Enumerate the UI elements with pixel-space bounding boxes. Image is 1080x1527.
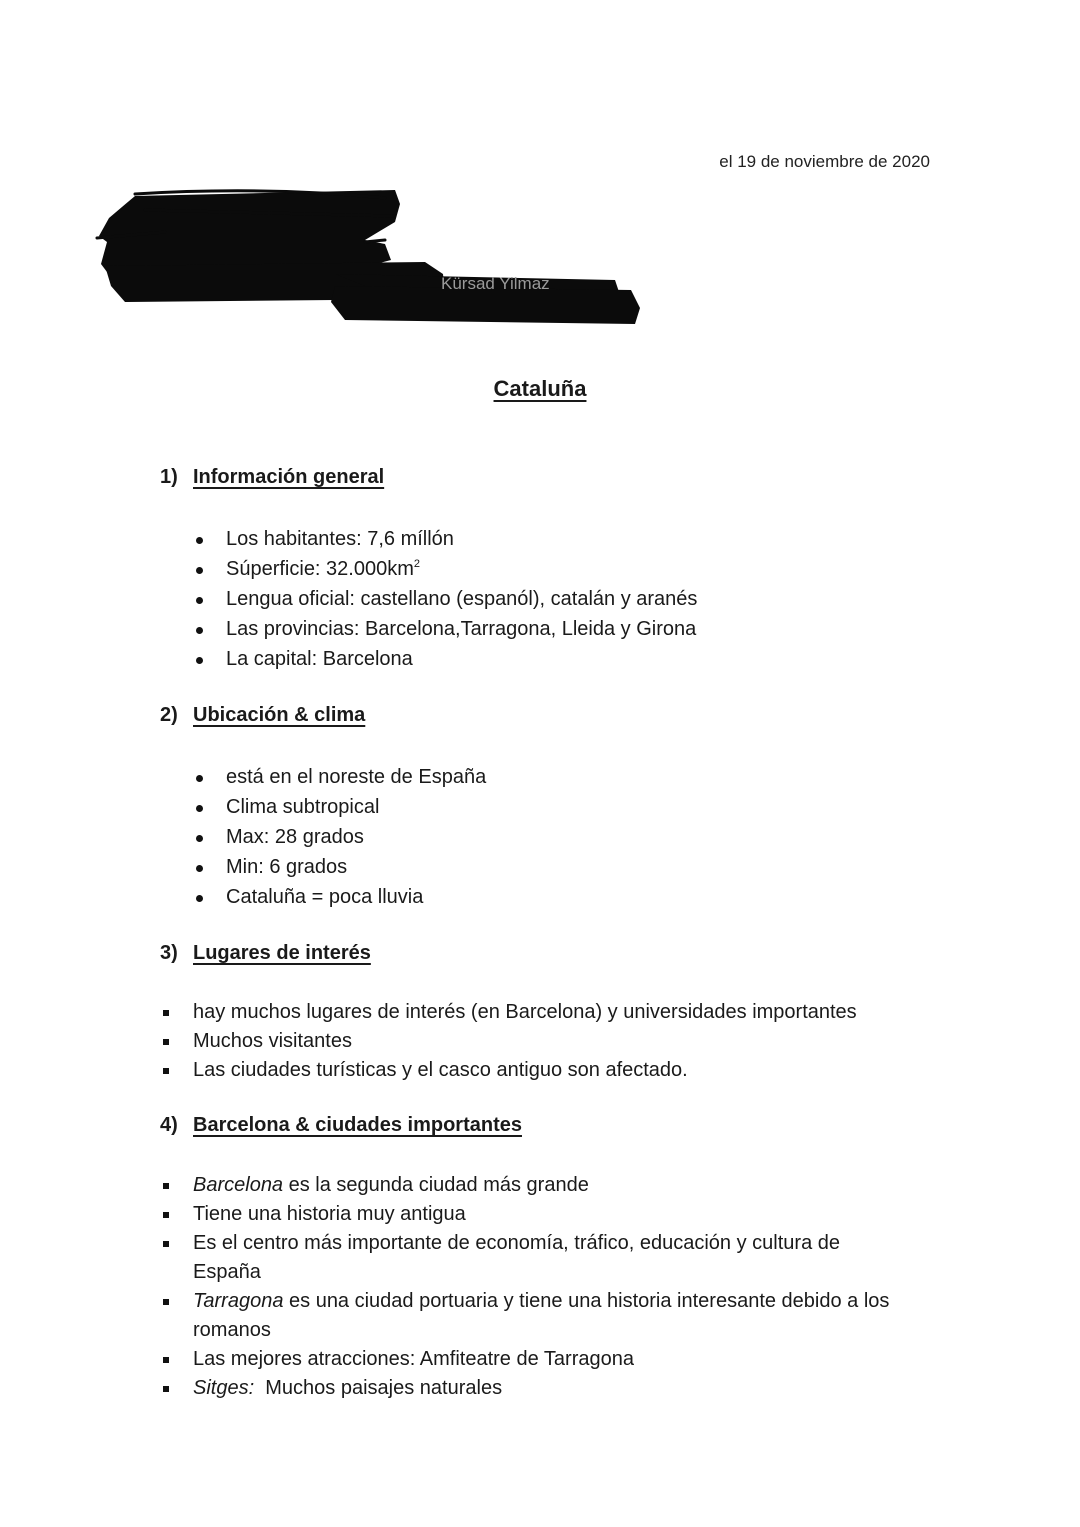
- list-item: Los habitantes: 7,6 míllón: [193, 524, 697, 554]
- list-item: Tarragona es una ciudad portuaria y tiene una historia interesante debido a los romanos: [160, 1287, 900, 1345]
- list-item: Cataluña = poca lluvia: [193, 882, 486, 912]
- list-item: Max: 28 grados: [193, 822, 486, 852]
- list-item: está en el noreste de España: [193, 762, 486, 792]
- superscript: 2: [413, 558, 421, 570]
- section-heading-1: 1) Información general: [160, 466, 385, 488]
- list-item: Tiene una historia muy antigua: [160, 1200, 900, 1229]
- list-item: Clima subtropical: [193, 792, 486, 822]
- list-item: Muchos visitantes: [160, 1027, 940, 1056]
- document-title: Cataluña: [493, 376, 587, 401]
- list-item: Es el centro más importante de economía, tráfico, educación y cultura de España: [160, 1229, 900, 1287]
- bullet-list-2: [193, 762, 486, 912]
- bullet-list-1: [193, 524, 697, 674]
- list-item: Lengua oficial: castellano (espanól), catalán y aranés: [193, 584, 697, 614]
- list-item: Las ciudades turísticas y el casco antiguo son afectado.: [160, 1056, 940, 1085]
- document-date: el 19 de noviembre de 2020: [719, 152, 930, 171]
- list-item: Súperficie: $32.000km^2$: [193, 554, 697, 584]
- section-heading-4: 4) Barcelona & ciudades importantes: [160, 1114, 522, 1136]
- author-name: Kürsad Yilmaz: [441, 274, 550, 293]
- list-item: La capital: Barcelona: [193, 644, 697, 674]
- list-item: Barcelona es la segunda ciudad más grande: [160, 1171, 900, 1200]
- list-item: Las provincias: Barcelona,Tarragona, Lleida y Girona: [193, 614, 697, 644]
- section-heading-3: 3) Lugares de interés: [160, 942, 371, 964]
- list-item: Sitges: Muchos paisajes naturales: [160, 1374, 900, 1403]
- list-item: Min: 6 grados: [193, 852, 486, 882]
- square-list-4: [160, 1171, 900, 1403]
- redaction-scribble: [95, 182, 655, 332]
- square-list-3: [160, 998, 940, 1085]
- list-item: Las mejores atracciones: Amfiteatre de Tarragona: [160, 1345, 900, 1374]
- section-heading-2: 2) Ubicación & clima: [160, 704, 366, 726]
- list-item: hay muchos lugares de interés (en Barcelona) y universidades importantes: [160, 998, 940, 1027]
